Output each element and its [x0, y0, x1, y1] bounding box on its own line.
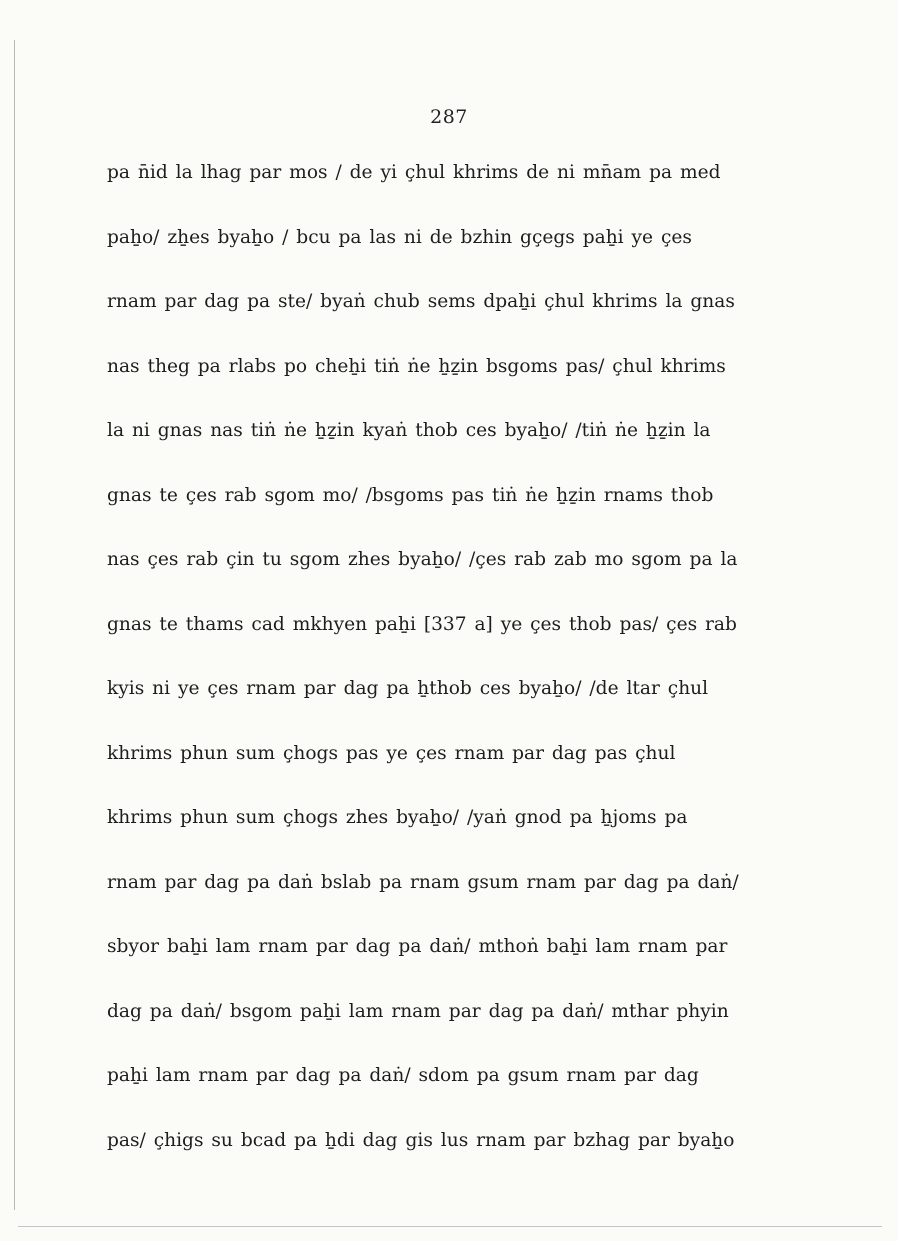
text-line-5: la ni gnas nas tiṅ ṅe ẖẕin kyaṅ thob ces byaẖo/ /tiṅ ṅe ẖẕin la	[107, 420, 711, 441]
page-left-edge	[14, 40, 15, 1210]
text-line-3: rnam par dag pa ste/ byaṅ chub sems dpaẖi çhul khrims la gnas	[107, 291, 735, 312]
text-line-12: rnam par dag pa daṅ bslab pa rnam gsum rnam par dag pa daṅ/	[107, 871, 739, 893]
text-line-1: pa n̄id la lhag par mos / de yi çhul khrims de ni mn̄am pa med	[107, 162, 721, 183]
text-line-6: gnas te çes rab sgom mo/ /bsgoms pas tiṅ ṅe ẖẕin rnams thob	[107, 484, 714, 506]
text-line-15: paẖi lam rnam par dag pa daṅ/ sdom pa gsum rnam par dag	[107, 1065, 699, 1086]
text-line-16: pas/ çhigs su bcad pa ẖdi dag gis lus rnam par bzhag par byaẖo	[107, 1129, 735, 1151]
text-line-4: nas theg pa rlabs po cheẖi tiṅ ṅe ẖẕin bsgoms pas/ çhul khrims	[107, 355, 726, 377]
text-line-13: sbyor baẖi lam rnam par dag pa daṅ/ mthoṅ baẖi lam rnam par	[107, 936, 728, 957]
text-body	[107, 160, 767, 1192]
text-line-7: nas çes rab çin tu sgom zhes byaẖo/ /çes rab zab mo sgom pa la	[107, 549, 738, 570]
text-line-8: gnas te thams cad mkhyen paẖi [337 a] ye çes thob pas/ çes rab	[107, 613, 737, 635]
text-line-9: kyis ni ye çes rnam par dag pa ẖthob ces byaẖo/ /de ltar çhul	[107, 678, 709, 699]
text-line-2: paẖo/ zẖes byaẖo / bcu pa las ni de bzhin gçegs paẖi ye çes	[107, 226, 692, 248]
page-bottom-edge	[18, 1226, 882, 1227]
text-line-11: khrims phun sum çhogs zhes byaẖo/ /yaṅ gnod pa ẖjoms pa	[107, 807, 688, 828]
page-number: 287	[430, 106, 468, 128]
text-line-14: dag pa daṅ/ bsgom paẖi lam rnam par dag pa daṅ/ mthar phyin	[107, 1000, 729, 1022]
text-line-10: khrims phun sum çhogs pas ye çes rnam par dag pas çhul	[107, 742, 676, 764]
